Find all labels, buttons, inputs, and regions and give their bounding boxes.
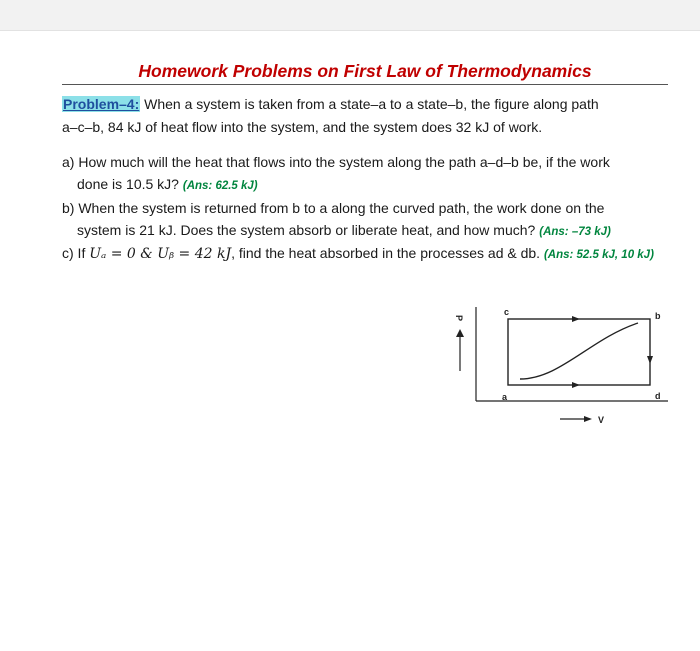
point-c-label: c [504,307,510,317]
pv-diagram [440,301,670,431]
question-c-prefix: c) If [62,245,90,261]
question-a-line-1: a) How much will the heat that flows into the system along the path a–d–b be, if the work [62,154,610,170]
arrow-b-to-d [647,356,653,364]
problem-statement [62,93,668,139]
title-underline [62,84,668,85]
question-c [62,242,668,266]
point-d-label: d [655,391,661,401]
question-b [62,197,668,243]
arrow-c-to-b [572,316,580,322]
process-rectangle [508,319,650,385]
curved-path [520,323,638,379]
v-axis-label: V [598,415,605,425]
point-b-label: b [655,311,661,321]
question-c-suffix: , find the heat absorbed in the processes ad & db. [231,245,541,261]
question-c-equation: Uₐ = 0 & Uᵦ = 42 kJ [89,246,232,262]
problem-line-2: a–c–b, 84 kJ of heat flow into the system, and the system does 32 kJ of work. [62,119,543,135]
arrow-a-to-d [572,382,580,388]
question-b-line-2: system is 21 kJ. Does the system absorb or liberate heat, and how much? [77,222,536,238]
document-page [0,30,700,651]
problem-label: Problem–4: [63,96,140,112]
answer-c: (Ans: 52.5 kJ, 10 kJ) [543,249,654,261]
problem-line-1: When a system is taken from a state–a to a state–b, the figure along path [144,96,599,112]
question-a-line-2: done is 10.5 kJ? [77,176,179,192]
answer-a: (Ans: 62.5 kJ) [182,180,258,192]
p-axis-label: P [454,315,464,322]
question-b-line-1: b) When the system is returned from b to a along the curved path, the work done on the [62,200,605,216]
point-a-label: a [502,392,508,402]
page-title: Homework Problems on First Law of Thermodynamics [138,61,592,81]
answer-b: (Ans: –73 kJ) [539,226,611,238]
v-axis-arrowhead [584,416,592,422]
p-axis-arrowhead [456,329,464,337]
question-a [62,151,668,197]
